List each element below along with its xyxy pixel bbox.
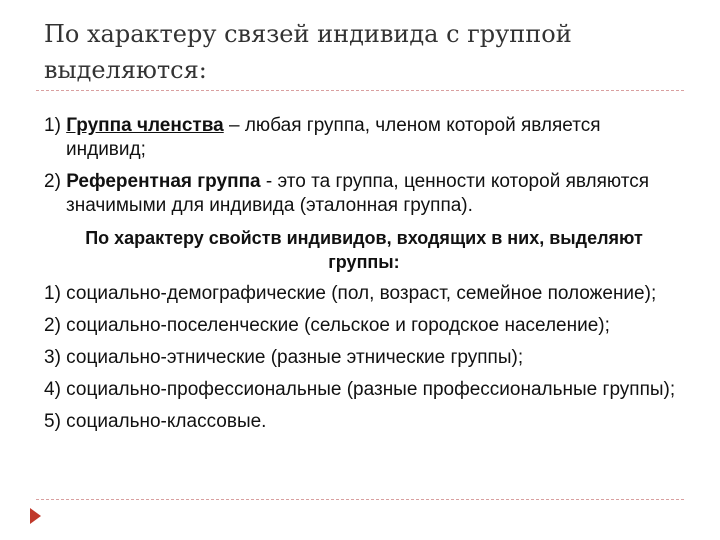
list-item-socio-professional: 4) социально-профессиональные (разные профессиональные группы); [44,379,676,400]
term-reference-group: Референтная группа [66,171,261,192]
list-item-socio-demographic: 1) социально-демографические (пол, возраст, семейное положение); [44,283,657,304]
list-item-socio-settlement: 2) социально-поселенческие (сельское и городское население); [44,315,610,336]
slide-content [44,114,684,442]
item-number: 2) [44,171,67,192]
play-arrow-icon[interactable] [30,508,41,524]
list-item-reference-group [44,170,684,218]
item-text: – любая группа, членом которой является индивид; [66,115,601,160]
term-membership-group: Группа членства [66,115,224,136]
item-text: - это та группа, ценности которой являются значимыми для индивида (эталонная группа). [66,171,650,216]
subheading: По характеру свойств индивидов, входящих в них, выделяют группы: [85,228,643,272]
title-divider [36,90,684,91]
item-number: 1) [44,115,67,136]
slide-title: По характеру связей индивида с группой выделяются: [44,20,572,84]
list-item-socio-class: 5) социально-классовые. [44,411,267,432]
footer-divider [36,499,684,500]
list-item-socio-ethnic: 3) социально-этнические (разные этнические группы); [44,347,524,368]
list-item-membership-group [44,114,684,162]
